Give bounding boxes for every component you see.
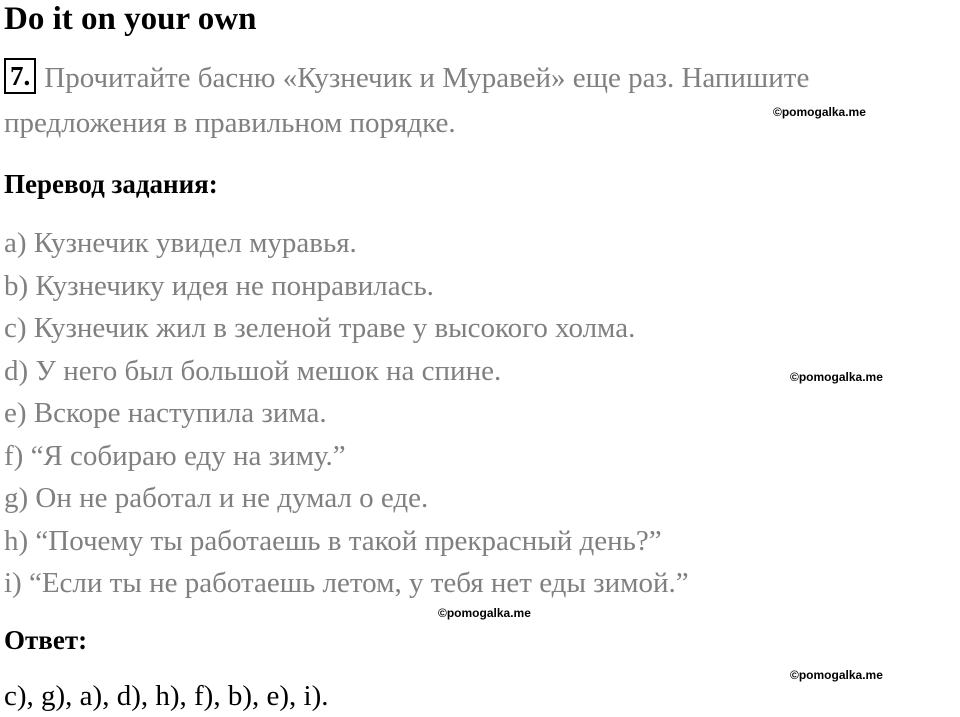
list-item: b) Кузнечику идея не понравилась.	[4, 269, 434, 302]
task-number: 7.	[4, 58, 36, 94]
task-text: Прочитайте басню «Кузнечик и Муравей» еще раз. Напишите предложения в правильном порядке.	[4, 62, 810, 139]
watermark: ©pomogalka.me	[773, 105, 866, 119]
translation-title: Перевод задания:	[4, 169, 218, 199]
watermark: ©pomogalka.me	[790, 370, 883, 384]
watermark: ©pomogalka.me	[438, 606, 531, 620]
list-item: e) Вскоре наступила зима.	[4, 397, 327, 429]
list-item: i) “Если ты не работаешь летом, у тебя нет еды зимой.”	[4, 567, 689, 599]
list-item: c) Кузнечик жил в зеленой траве у высокого холма.	[4, 312, 636, 344]
translation-list	[4, 222, 689, 605]
list-item: h) “Почему ты работаешь в такой прекрасный день?”	[4, 524, 662, 557]
answer-title: Ответ:	[4, 625, 88, 655]
task-block	[4, 56, 954, 146]
watermark: ©pomogalka.me	[790, 668, 883, 682]
answer-text: c), g), a), d), h), f), b), e), i).	[4, 680, 329, 712]
list-item: a) Кузнечик увидел муравья.	[4, 227, 357, 259]
page-heading: Do it on your own	[4, 1, 257, 37]
list-item: f) “Я собираю еду на зиму.”	[4, 439, 346, 472]
list-item: g) Он не работал и не думал о еде.	[4, 482, 429, 514]
list-item: d) У него был большой мешок на спине.	[4, 354, 502, 387]
